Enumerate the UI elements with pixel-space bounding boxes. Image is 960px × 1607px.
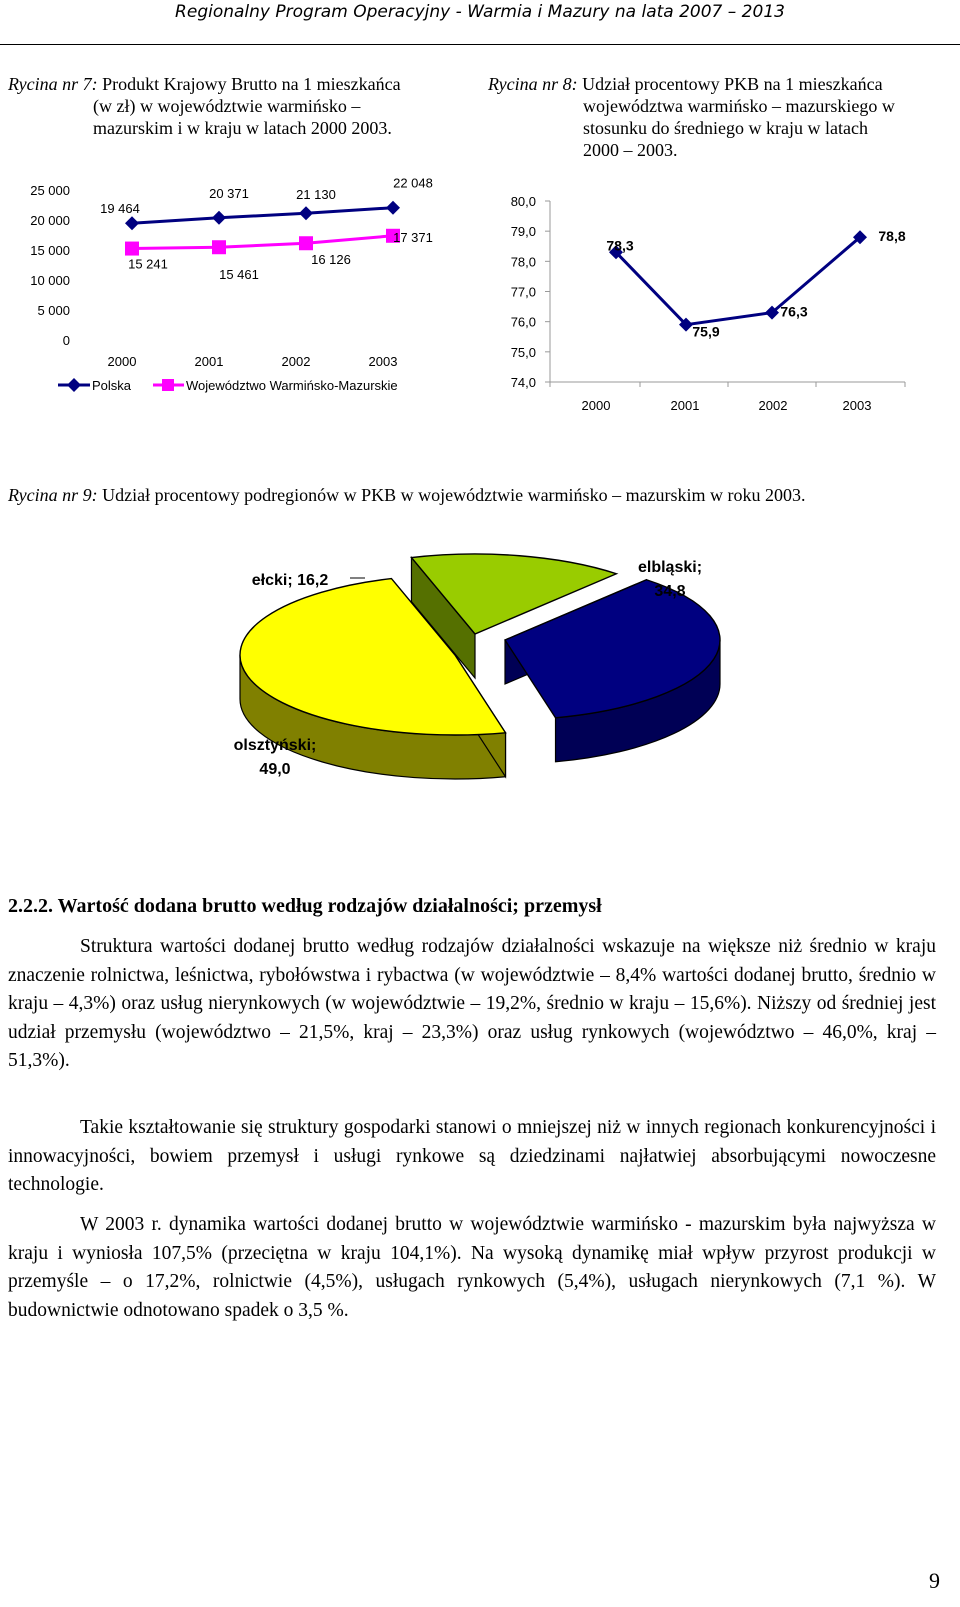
- series-line: [616, 237, 860, 324]
- data-point-marker: [386, 201, 400, 215]
- section-title: 2.2.2. Wartość dodana brutto według rodzajów działalności; przemysł: [8, 895, 602, 917]
- y-tick-label: 79,0: [510, 224, 536, 240]
- chart-pkb-share: [490, 180, 920, 420]
- legend-marker: [67, 378, 81, 392]
- fig8-caption-line4: 2000 – 2003.: [583, 140, 678, 160]
- data-label: 21 130: [296, 187, 336, 203]
- data-label: 19 464: [100, 201, 140, 217]
- paragraph-1: [8, 933, 936, 1076]
- data-label: 78,8: [878, 228, 906, 245]
- fig7-caption-line1: Produkt Krajowy Brutto na 1 mieszkańca: [102, 74, 401, 94]
- fig8-caption-line3: stosunku do średniego w kraju w latach: [583, 118, 868, 138]
- pie-label-olsztynski: olsztyński;: [233, 737, 317, 754]
- x-tick-label: 2001: [194, 354, 224, 369]
- x-tick-label: 2003: [368, 354, 398, 369]
- fig8-caption-prefix: Rycina nr 8:: [488, 74, 578, 94]
- y-tick-label: 75,0: [510, 344, 536, 360]
- chart-subregion-pie: [200, 540, 760, 790]
- series-line: [132, 236, 393, 249]
- data-label: 78,3: [606, 237, 634, 254]
- data-point-marker: [212, 240, 226, 254]
- x-tick-label: 2003: [842, 398, 872, 413]
- pie-label-elcki: ełcki; 16,2: [251, 572, 329, 589]
- y-tick-label: 80,0: [510, 194, 536, 209]
- legend-label: Województwo Warmińsko-Mazurskie: [186, 378, 398, 393]
- y-tick-label: 77,0: [510, 284, 536, 300]
- fig8-caption-line2: województwa warmińsko – mazurskiego w: [583, 96, 895, 116]
- fig7-caption-line2: (w zł) w województwie warmińsko –: [93, 96, 361, 116]
- data-label: 75,9: [692, 323, 720, 340]
- header-title: Regionalny Program Operacyjny - Warmia i Mazury na lata 2007 – 2013: [175, 2, 785, 22]
- data-point-marker: [299, 236, 313, 250]
- paragraph-3-text: W 2003 r. dynamika wartości dodanej brutto w województwie warmińsko - mazurskim była najwyższa w kraju i wyniosła 107,5% (przeciętna w kraju 104,1%). Na wysoką dynamikę miał wpływ przyrost produkcji w przemyśle – o 17,2%, rolnictwie (4,5%), usługach rynkowych (5,4%), usługach nierynkowych (7,1 %). W budownictwie odnotowano spadek o 3,5 %.: [8, 1214, 936, 1321]
- fig7-caption-line3: mazurskim i w kraju w latach 2000 2003.: [93, 118, 392, 138]
- legend-label: Polska: [92, 378, 132, 393]
- data-label: 22 048: [393, 175, 433, 191]
- fig8-caption-line1: Udział procentowy PKB na 1 mieszkańca: [582, 74, 883, 94]
- x-tick-label: 2002: [281, 354, 311, 369]
- data-label: 16 126: [311, 252, 351, 268]
- x-tick-label: 2000: [581, 398, 611, 413]
- y-tick-label: 25 000: [30, 183, 70, 198]
- page-header: [0, 0, 960, 45]
- data-point-marker: [125, 242, 139, 256]
- x-tick-label: 2001: [670, 398, 700, 413]
- data-label: 76,3: [780, 303, 808, 320]
- data-label: 20 371: [209, 185, 249, 201]
- page-number: 9: [929, 1568, 940, 1593]
- y-tick-label: 74,0: [510, 375, 536, 390]
- data-point-marker: [299, 206, 313, 220]
- y-tick-label: 0: [62, 333, 70, 348]
- x-tick-label: 2000: [107, 354, 137, 369]
- series-line: [132, 208, 393, 224]
- fig7-caption-prefix: Rycina nr 7:: [8, 74, 98, 94]
- pie-label-elblaski: elbląski;: [637, 559, 703, 576]
- data-point-marker: [212, 211, 226, 225]
- data-label: 15 241: [128, 256, 168, 272]
- data-label: 15 461: [219, 267, 259, 283]
- fig9-caption-prefix: Rycina nr 9:: [8, 485, 98, 505]
- y-tick-label: 20 000: [30, 213, 70, 228]
- y-tick-label: 5 000: [37, 303, 70, 318]
- legend-marker: [162, 379, 174, 391]
- y-tick-label: 10 000: [30, 273, 70, 288]
- y-tick-label: 15 000: [30, 243, 70, 258]
- data-point-marker: [125, 216, 139, 230]
- pie-value-olsztynski: 49,0: [259, 761, 291, 778]
- data-label: 17 371: [393, 229, 433, 245]
- paragraph-3: [8, 1211, 936, 1325]
- x-tick-label: 2002: [758, 398, 788, 413]
- y-tick-label: 76,0: [510, 314, 536, 330]
- fig7-caption: [8, 73, 468, 139]
- fig9-caption: [8, 484, 958, 506]
- y-tick-label: 78,0: [510, 254, 536, 270]
- chart-pkb-per-capita: [0, 170, 480, 410]
- fig8-caption: [488, 73, 958, 161]
- fig9-caption-text: Udział procentowy podregionów w PKB w województwie warmińsko – mazurskim w roku 2003.: [102, 485, 806, 505]
- pie-value-elblaski: 34,8: [654, 583, 686, 600]
- paragraph-2-text: Takie kształtowanie się struktury gospodarki stanowi o mniejszej niż w innych regionach konkurencyjności i innowacyjności, bowiem przemysł i usługi rynkowe są dziedzinami najłatwiej absorbującymi nowoczesne technologie.: [8, 1117, 936, 1195]
- paragraph-1-text: Struktura wartości dodanej brutto według rodzajów działalności wskazuje na większe niż średnio w kraju znaczenie rolnictwa, leśnictwa, rybołówstwa i rybactwa (w województwie – 8,4% wartości dodanej brutto, średnio w kraju – 4,3%) oraz usług nierynkowych (w województwie – 19,2%, średnio w kraju – 15,6%). Niższy od średniej jest udział przemysłu (województwo – 21,5%, kraj – 23,3%) oraz usług rynkowych (województwo – 46,0%, kraj – 51,3%).: [8, 936, 936, 1071]
- paragraph-2: [8, 1114, 936, 1200]
